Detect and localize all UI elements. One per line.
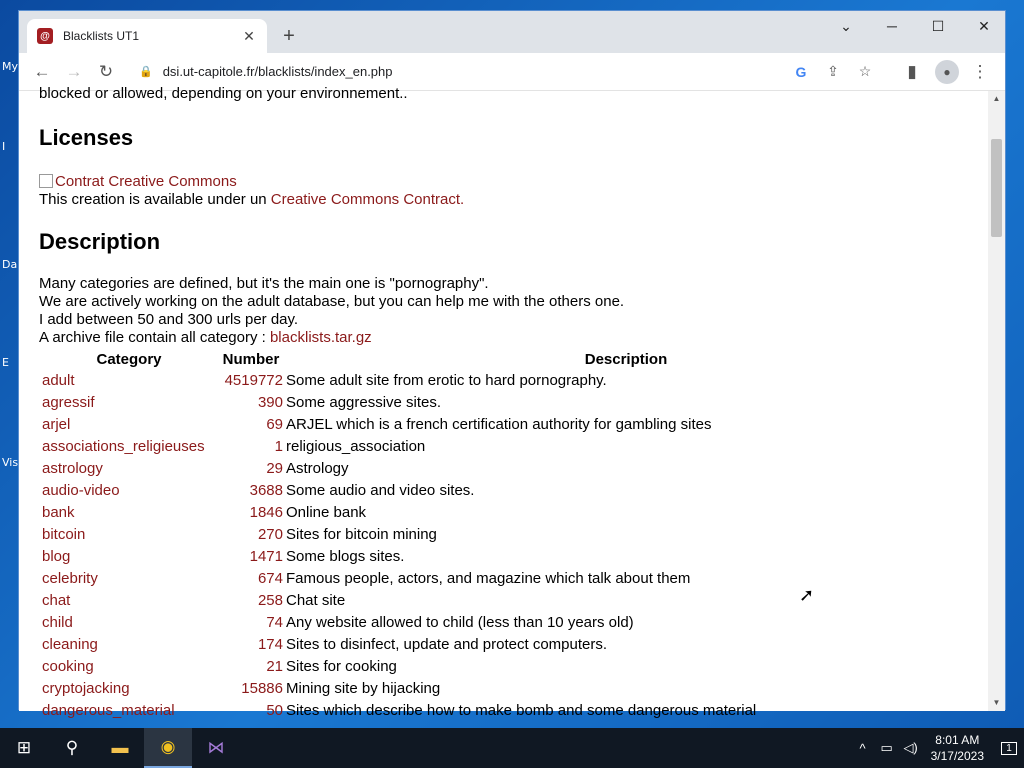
table-row	[42, 679, 966, 699]
browser-tab[interactable]	[27, 19, 267, 53]
count-cell: 174	[257, 636, 283, 653]
system-tray	[851, 728, 1024, 768]
count-cell: 4519772	[224, 372, 283, 389]
category-link[interactable]: bank	[42, 504, 75, 521]
new-tab-icon[interactable]: +	[283, 25, 295, 47]
scroll-up-arrow-icon[interactable]: ▲	[992, 94, 1001, 103]
table-row	[42, 547, 966, 567]
category-cell	[42, 415, 216, 435]
table-row	[42, 635, 966, 655]
clock-date: 3/17/2023	[930, 749, 984, 763]
scrollbar-thumb[interactable]	[991, 139, 1002, 237]
address-bar[interactable]	[129, 57, 891, 87]
minimize-icon[interactable]: ─	[887, 18, 897, 34]
count-cell: 3688	[249, 482, 283, 499]
count-cell: 674	[257, 570, 283, 587]
count-cell: 15886	[241, 680, 283, 697]
categories-table-body	[42, 371, 966, 721]
description-cell: ARJEL which is a french certification authority for gambling sites	[286, 416, 712, 433]
category-cell	[42, 393, 216, 413]
file-explorer-icon[interactable]: ▬	[111, 738, 129, 757]
creative-commons-image-link[interactable]	[39, 173, 237, 190]
table-row	[42, 415, 966, 435]
notification-icon[interactable]	[994, 736, 1024, 760]
category-link[interactable]: celebrity	[42, 570, 98, 587]
description-cell: Some aggressive sites.	[286, 394, 442, 411]
reload-icon[interactable]: ↻	[98, 61, 114, 81]
category-link[interactable]: arjel	[42, 416, 71, 433]
visual-studio-icon[interactable]: ⋈	[207, 738, 225, 757]
notification-count: 1	[1001, 742, 1017, 755]
clock[interactable]	[931, 732, 984, 764]
search-icon[interactable]: ⚲	[65, 738, 79, 757]
description-cell: Some audio and video sites.	[286, 482, 475, 499]
categories-table	[39, 349, 969, 723]
close-window-icon[interactable]: ✕	[978, 17, 990, 34]
side-panel-icon[interactable]: ▮	[907, 61, 917, 81]
category-link[interactable]: cooking	[42, 658, 94, 675]
count-cell: 1846	[249, 504, 283, 521]
forward-arrow-icon[interactable]: →	[65, 61, 83, 81]
url-text[interactable]: dsi.ut-capitole.fr/blacklists/index_en.php	[162, 64, 393, 79]
column-header-category: Category	[96, 351, 162, 368]
description-cell: Any website allowed to child (less than 10 years old)	[286, 614, 634, 631]
category-cell	[42, 481, 216, 501]
description-cell: Some adult site from erotic to hard pornography.	[286, 372, 607, 389]
category-cell	[42, 503, 216, 523]
google-translate-icon[interactable]: G	[795, 63, 807, 80]
category-link[interactable]: blog	[42, 548, 71, 565]
count-cell: 21	[266, 658, 283, 675]
table-row	[42, 371, 966, 391]
tab-title: Blacklists UT1	[63, 29, 140, 43]
profile-avatar-icon[interactable]: ●	[935, 60, 959, 84]
license-text: This creation is available under un	[39, 191, 271, 208]
cc-image-alt: Contrat Creative Commons	[55, 173, 237, 190]
lock-icon[interactable]: 🔒	[139, 66, 153, 78]
count-cell: 29	[266, 460, 283, 477]
description-cell: Online bank	[286, 504, 367, 521]
table-row	[42, 701, 966, 721]
category-cell	[42, 679, 216, 699]
chevron-up-icon[interactable]: ^	[859, 740, 866, 756]
table-row	[42, 525, 966, 545]
site-favicon-icon: @	[37, 28, 53, 44]
column-header-description: Description	[584, 351, 668, 368]
category-cell	[42, 657, 216, 677]
description-cell: Sites which describe how to make bomb and some dangerous material	[286, 702, 757, 719]
count-cell: 69	[266, 416, 283, 433]
category-link[interactable]: dangerous_material	[42, 702, 175, 719]
description-cell: Chat site	[286, 592, 346, 609]
chrome-icon[interactable]: ◉	[144, 728, 192, 768]
count-cell: 258	[257, 592, 283, 609]
count-cell: 1	[274, 438, 283, 455]
desktop-icon-label[interactable]: My	[2, 60, 19, 73]
desktop-icon-label[interactable]: E	[2, 356, 9, 369]
table-row	[42, 503, 966, 523]
desktop-icon-label[interactable]: Da	[2, 258, 18, 271]
table-row	[42, 657, 966, 677]
description-cell: Sites for cooking	[286, 658, 397, 675]
desc-line: We are actively working on the adult database, but you can help me with the others one.	[39, 293, 625, 310]
mouse-cursor-icon: ➚	[799, 585, 815, 605]
category-cell	[42, 437, 216, 457]
category-cell	[42, 701, 216, 721]
share-icon[interactable]: ⇪	[827, 63, 839, 79]
windows-start-icon[interactable]: ⊞	[16, 738, 32, 757]
category-cell	[42, 569, 216, 589]
category-cell	[42, 459, 216, 479]
count-cell: 74	[266, 614, 283, 631]
category-cell	[42, 547, 216, 567]
column-header-number: Number	[222, 351, 280, 368]
table-row	[42, 393, 966, 413]
category-cell	[42, 613, 216, 633]
category-link[interactable]: bitcoin	[42, 526, 86, 543]
creative-commons-link[interactable]: Creative Commons Contract.	[270, 191, 465, 208]
desc-line: Many categories are defined, but it's the main one is "pornography".	[39, 275, 489, 292]
archive-text: A archive file contain all category :	[39, 329, 270, 346]
taskbar	[0, 728, 1024, 768]
broken-image-icon	[39, 174, 53, 188]
category-link[interactable]: associations_religieuses	[42, 438, 205, 455]
page-content	[39, 85, 969, 723]
table-row	[42, 437, 966, 457]
browser-window	[18, 10, 1006, 719]
bookmark-star-icon[interactable]: ☆	[858, 63, 872, 79]
count-cell: 270	[257, 526, 283, 543]
network-icon[interactable]: ▭	[880, 740, 893, 755]
category-cell	[42, 525, 216, 545]
tab-search-icon[interactable]: ⌄	[840, 17, 852, 34]
table-row	[42, 481, 966, 501]
tab-strip	[19, 11, 1005, 53]
menu-kebab-icon[interactable]: ⋮	[971, 61, 989, 81]
description-cell: Famous people, actors, and magazine which talk about them	[286, 570, 691, 587]
licenses-heading: Licenses	[39, 125, 134, 150]
category-link[interactable]: cryptojacking	[42, 680, 130, 697]
volume-icon[interactable]: ◁)	[903, 740, 918, 755]
count-cell: 1471	[249, 548, 283, 565]
category-link[interactable]: agressif	[42, 394, 95, 411]
clock-time: 8:01 AM	[935, 733, 980, 747]
category-link[interactable]: child	[42, 614, 73, 631]
desktop-icon-label[interactable]: Vis	[2, 456, 19, 469]
table-row	[42, 459, 966, 479]
description-cell: Sites for bitcoin mining	[286, 526, 437, 543]
desktop-icon-label[interactable]: I	[2, 140, 6, 153]
category-cell	[42, 591, 216, 611]
page-viewport	[19, 85, 989, 719]
description-cell: Some blogs sites.	[286, 548, 405, 565]
table-row	[42, 591, 966, 611]
intro-text-tail: blocked or allowed, depending on your environnement..	[39, 85, 408, 102]
description-cell: Astrology	[286, 460, 349, 477]
category-cell	[42, 635, 216, 655]
scroll-down-arrow-icon[interactable]: ▼	[992, 698, 1001, 707]
table-row	[42, 613, 966, 633]
archive-download-link[interactable]: blacklists.tar.gz	[269, 329, 372, 346]
count-cell: 50	[266, 702, 283, 719]
vertical-scrollbar[interactable]	[988, 91, 1005, 711]
description-cell: Mining site by hijacking	[286, 680, 441, 697]
category-cell	[42, 371, 216, 391]
description-heading: Description	[39, 229, 161, 254]
description-cell: Sites to disinfect, update and protect computers.	[286, 636, 608, 653]
maximize-icon[interactable]: ☐	[931, 17, 945, 34]
table-row	[42, 569, 966, 589]
category-link[interactable]: adult	[42, 372, 75, 389]
close-tab-icon[interactable]: ✕	[243, 27, 255, 44]
category-link[interactable]: cleaning	[42, 636, 98, 653]
desc-line: I add between 50 and 300 urls per day.	[39, 311, 299, 328]
category-link[interactable]: chat	[42, 592, 71, 609]
count-cell: 390	[257, 394, 283, 411]
description-cell: religious_association	[286, 438, 426, 455]
back-arrow-icon[interactable]: ←	[33, 61, 51, 81]
category-link[interactable]: astrology	[42, 460, 103, 477]
category-link[interactable]: audio-video	[42, 482, 120, 499]
